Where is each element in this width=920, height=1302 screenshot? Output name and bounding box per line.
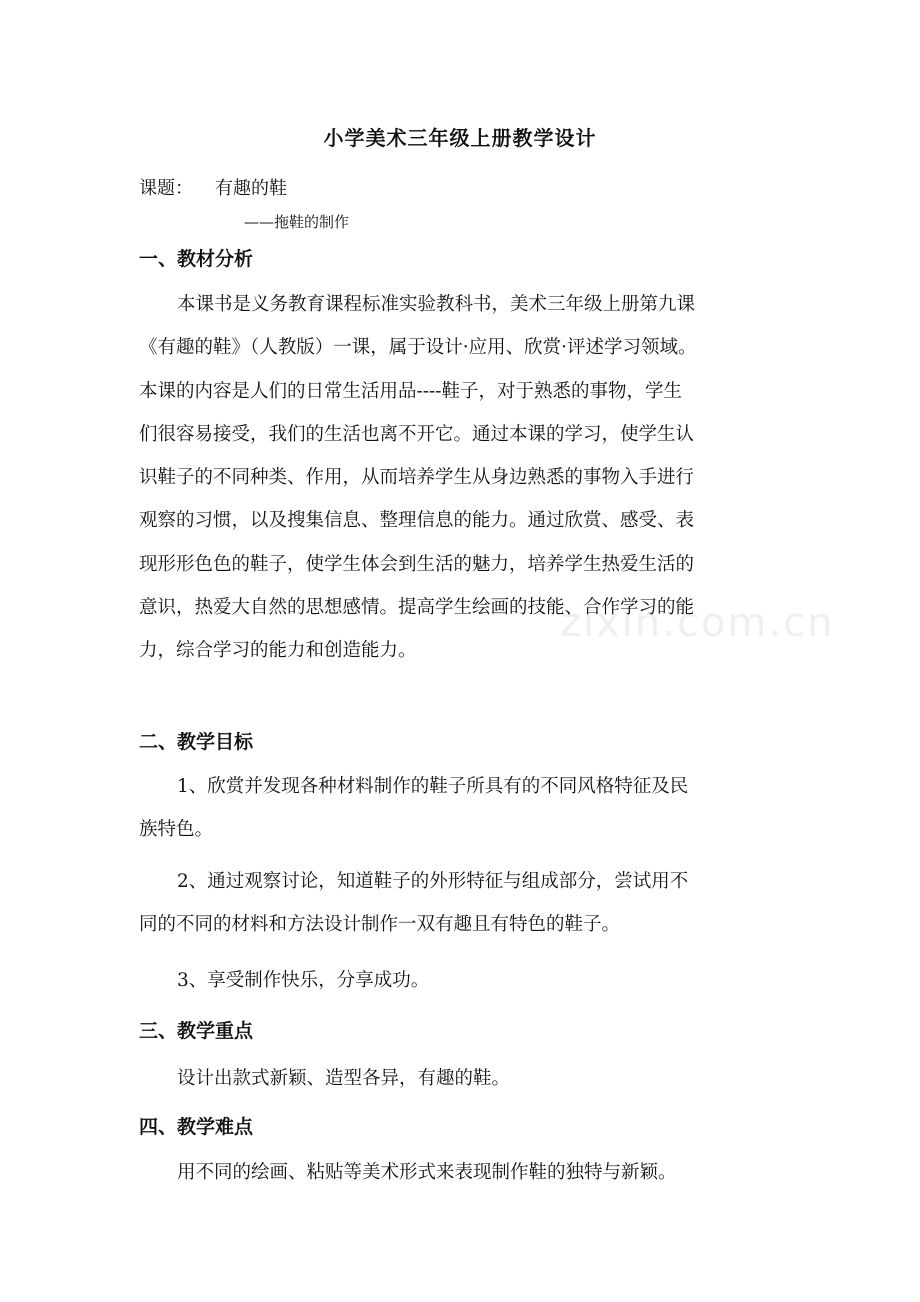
section-heading-key-points: 三、教学重点 xyxy=(139,1020,254,1042)
goal-line: 族特色。 xyxy=(139,819,214,841)
section-heading-difficulties: 四、教学难点 xyxy=(139,1116,254,1138)
paragraph-line: 现形形色色的鞋子，使学生体会到生活的魅力，培养学生热爱生活的 xyxy=(139,553,695,575)
key-points-text: 设计出款式新颖、造型各异，有趣的鞋。 xyxy=(177,1068,511,1089)
topic-subtitle: ——拖鞋的制作 xyxy=(244,213,350,231)
paragraph-line: 意识，热爱大自然的思想感情。提高学生绘画的技能、合作学习的能 xyxy=(139,597,695,619)
goal-2 xyxy=(139,860,784,947)
goal-3: 3、享受制作快乐，分享成功。 xyxy=(177,970,430,991)
goal-line: 1、欣赏并发现各种材料制作的鞋子所具有的不同风格特征及民 xyxy=(177,776,689,797)
section-heading-analysis: 一、教材分析 xyxy=(139,248,254,270)
goal-line: 同的不同的材料和方法设计制作一双有趣且有特色的鞋子。 xyxy=(139,914,621,936)
paragraph-line: 观察的习惯，以及搜集信息、整理信息的能力。通过欣赏、感受、表 xyxy=(139,510,695,532)
paragraph-line: 《有趣的鞋》（人教版）一课，属于设计·应用、欣赏·评述学习领域。 xyxy=(139,337,697,359)
goal-line: 2、通过观察讨论，知道鞋子的外形特征与组成部分，尝试用不 xyxy=(177,871,689,892)
paragraph-line: 本课的内容是人们的日常生活用品----鞋子，对于熟悉的事物，学生 xyxy=(139,380,683,402)
goal-1 xyxy=(139,765,784,852)
topic-value: 有趣的鞋 xyxy=(215,178,287,199)
paragraph-line: 们很容易接受，我们的生活也离不开它。通过本课的学习，使学生认 xyxy=(139,423,695,445)
paragraph-line: 识鞋子的不同种类、作用，从而培养学生从身边熟悉的事物入手进行 xyxy=(139,467,695,489)
topic-label: 课题： xyxy=(139,178,193,199)
paragraph-line: 本课书是义务教育课程标准实验教科书，美术三年级上册第九课 xyxy=(177,294,696,315)
difficulties-text: 用不同的绘画、粘贴等美术形式来表现制作鞋的独特与新颖。 xyxy=(177,1162,677,1183)
section-heading-goals: 二、教学目标 xyxy=(139,731,254,753)
watermark: zixin.com.cn xyxy=(560,600,835,646)
document-title: 小学美术三年级上册教学设计 xyxy=(323,126,597,150)
topic-row xyxy=(139,174,287,200)
paragraph-line: 力，综合学习的能力和创造能力。 xyxy=(139,640,417,662)
